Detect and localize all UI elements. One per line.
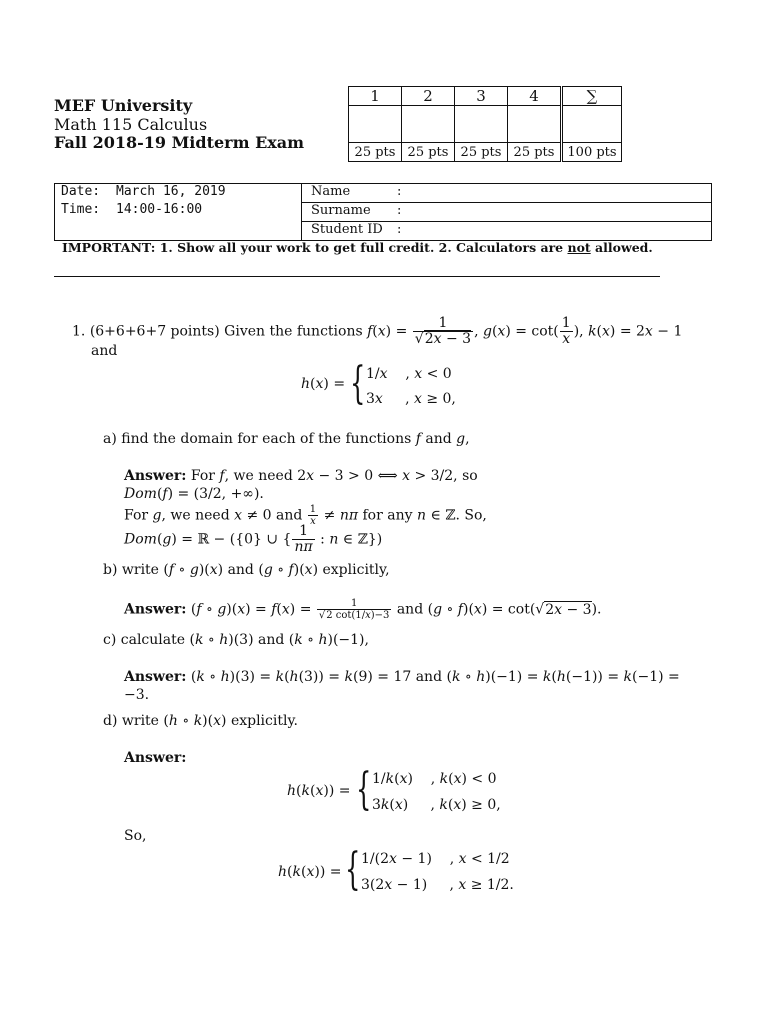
hk-final-case-1: 1/(2x − 1) , x < 1/2 [361, 851, 510, 867]
time-label: Time: [61, 202, 101, 217]
and-text: and [91, 343, 118, 359]
part-a-question: a) find the domain for each of the functions f and g, [103, 431, 470, 447]
hk-case-2: 3k(x) , k(x) ≥ 0, [372, 797, 501, 813]
part-d-question: d) write (h ∘ k)(x) explicitly. [103, 713, 298, 729]
brace-icon: { [356, 764, 372, 815]
student-id-label: Student ID [311, 222, 383, 237]
score-points: 25 pts [508, 143, 562, 162]
part-b-answer: Answer: (f ∘ g)(x) = f(x) = $\frac{1}{√2 \cot(1/x)-3}$ and (g ∘ f)(x) = cot(√2x − 3). [124, 598, 602, 621]
part-d-answer-label: Answer: [124, 750, 187, 766]
name-colon: : [397, 184, 402, 199]
score-cell-total [562, 106, 622, 143]
divider [54, 276, 660, 277]
part-a-answer-line2: Dom(f) = (3/2, +∞). [124, 486, 264, 502]
part-a-answer-line1: Answer: For f, we need 2x − 3 > 0 ⟺ x > 3/2, so [124, 468, 478, 484]
important-note: IMPORTANT: 1. Show all your work to get full credit. 2. Calculators are not allowed. [62, 240, 653, 255]
part-c-question: c) calculate (k ∘ h)(3) and (k ∘ h)(−1), [103, 632, 369, 648]
student-info-box [54, 183, 712, 241]
score-header: 2 [402, 87, 455, 106]
part-a-answer-line3: For g, we need x ≠ 0 and $\frac{1}{x}$ ≠ nπ for any n ∈ ℤ. So, [124, 504, 487, 527]
brace-icon: { [350, 358, 366, 409]
course-name: Math 115 Calculus [54, 115, 208, 134]
brace-icon: { [345, 844, 361, 895]
so-text: So, [124, 828, 147, 844]
surname-label: Surname [311, 203, 371, 218]
date-label: Date: [61, 184, 101, 199]
score-header: 3 [455, 87, 508, 106]
score-cell [349, 106, 402, 143]
university-name: MEF University [54, 96, 193, 115]
score-cell [402, 106, 455, 143]
part-a-answer-line4: Dom(g) = ℝ − ({0} ∪ { $\frac{1}{n\pi}$ : n ∈ ℤ}) [124, 523, 383, 555]
name-label: Name [311, 184, 351, 199]
part-c-answer-line2: −3. [124, 687, 150, 703]
surname-colon: : [397, 203, 402, 218]
score-header: 1 [349, 87, 402, 106]
score-points: 25 pts [402, 143, 455, 162]
exam-title: Fall 2018-19 Midterm Exam [54, 133, 305, 152]
student-id-colon: : [397, 222, 402, 237]
part-b-question: b) write (f ∘ g)(x) and (g ∘ f)(x) explicitly, [103, 562, 390, 578]
score-points-total: 100 pts [562, 143, 622, 162]
h-case-1: 1/x , x < 0 [366, 366, 452, 382]
time-value: 14:00-16:00 [116, 202, 203, 217]
score-cell [455, 106, 508, 143]
score-points: 25 pts [349, 143, 402, 162]
hk-final-lhs: h(k(x)) = [278, 864, 342, 880]
score-cell [508, 106, 562, 143]
score-header-sum: ∑ [562, 87, 622, 106]
score-header: 4 [508, 87, 562, 106]
h-definition-lhs: h(x) = [301, 376, 346, 392]
date-value: March 16, 2019 [116, 184, 226, 199]
question-1-statement: 1. (6+6+6+7 points) Given the functions f(x) = $\frac{1}{√2x - 3}$ , g(x) = cot( $\frac{1}{x}$ ), k(x) = 2x − 1 [72, 315, 683, 347]
part-c-answer-line1: Answer: (k ∘ h)(3) = k(h(3)) = k(9) = 17 and (k ∘ h)(−1) = k(h(−1)) = k(−1) = [124, 669, 680, 685]
hk-final-case-2: 3(2x − 1) , x ≥ 1/2. [361, 877, 514, 893]
hk-lhs: h(k(x)) = [287, 783, 351, 799]
h-case-2: 3x , x ≥ 0, [366, 391, 456, 407]
score-points: 25 pts [455, 143, 508, 162]
hk-case-1: 1/k(x) , k(x) < 0 [372, 771, 497, 787]
score-table [348, 86, 622, 162]
